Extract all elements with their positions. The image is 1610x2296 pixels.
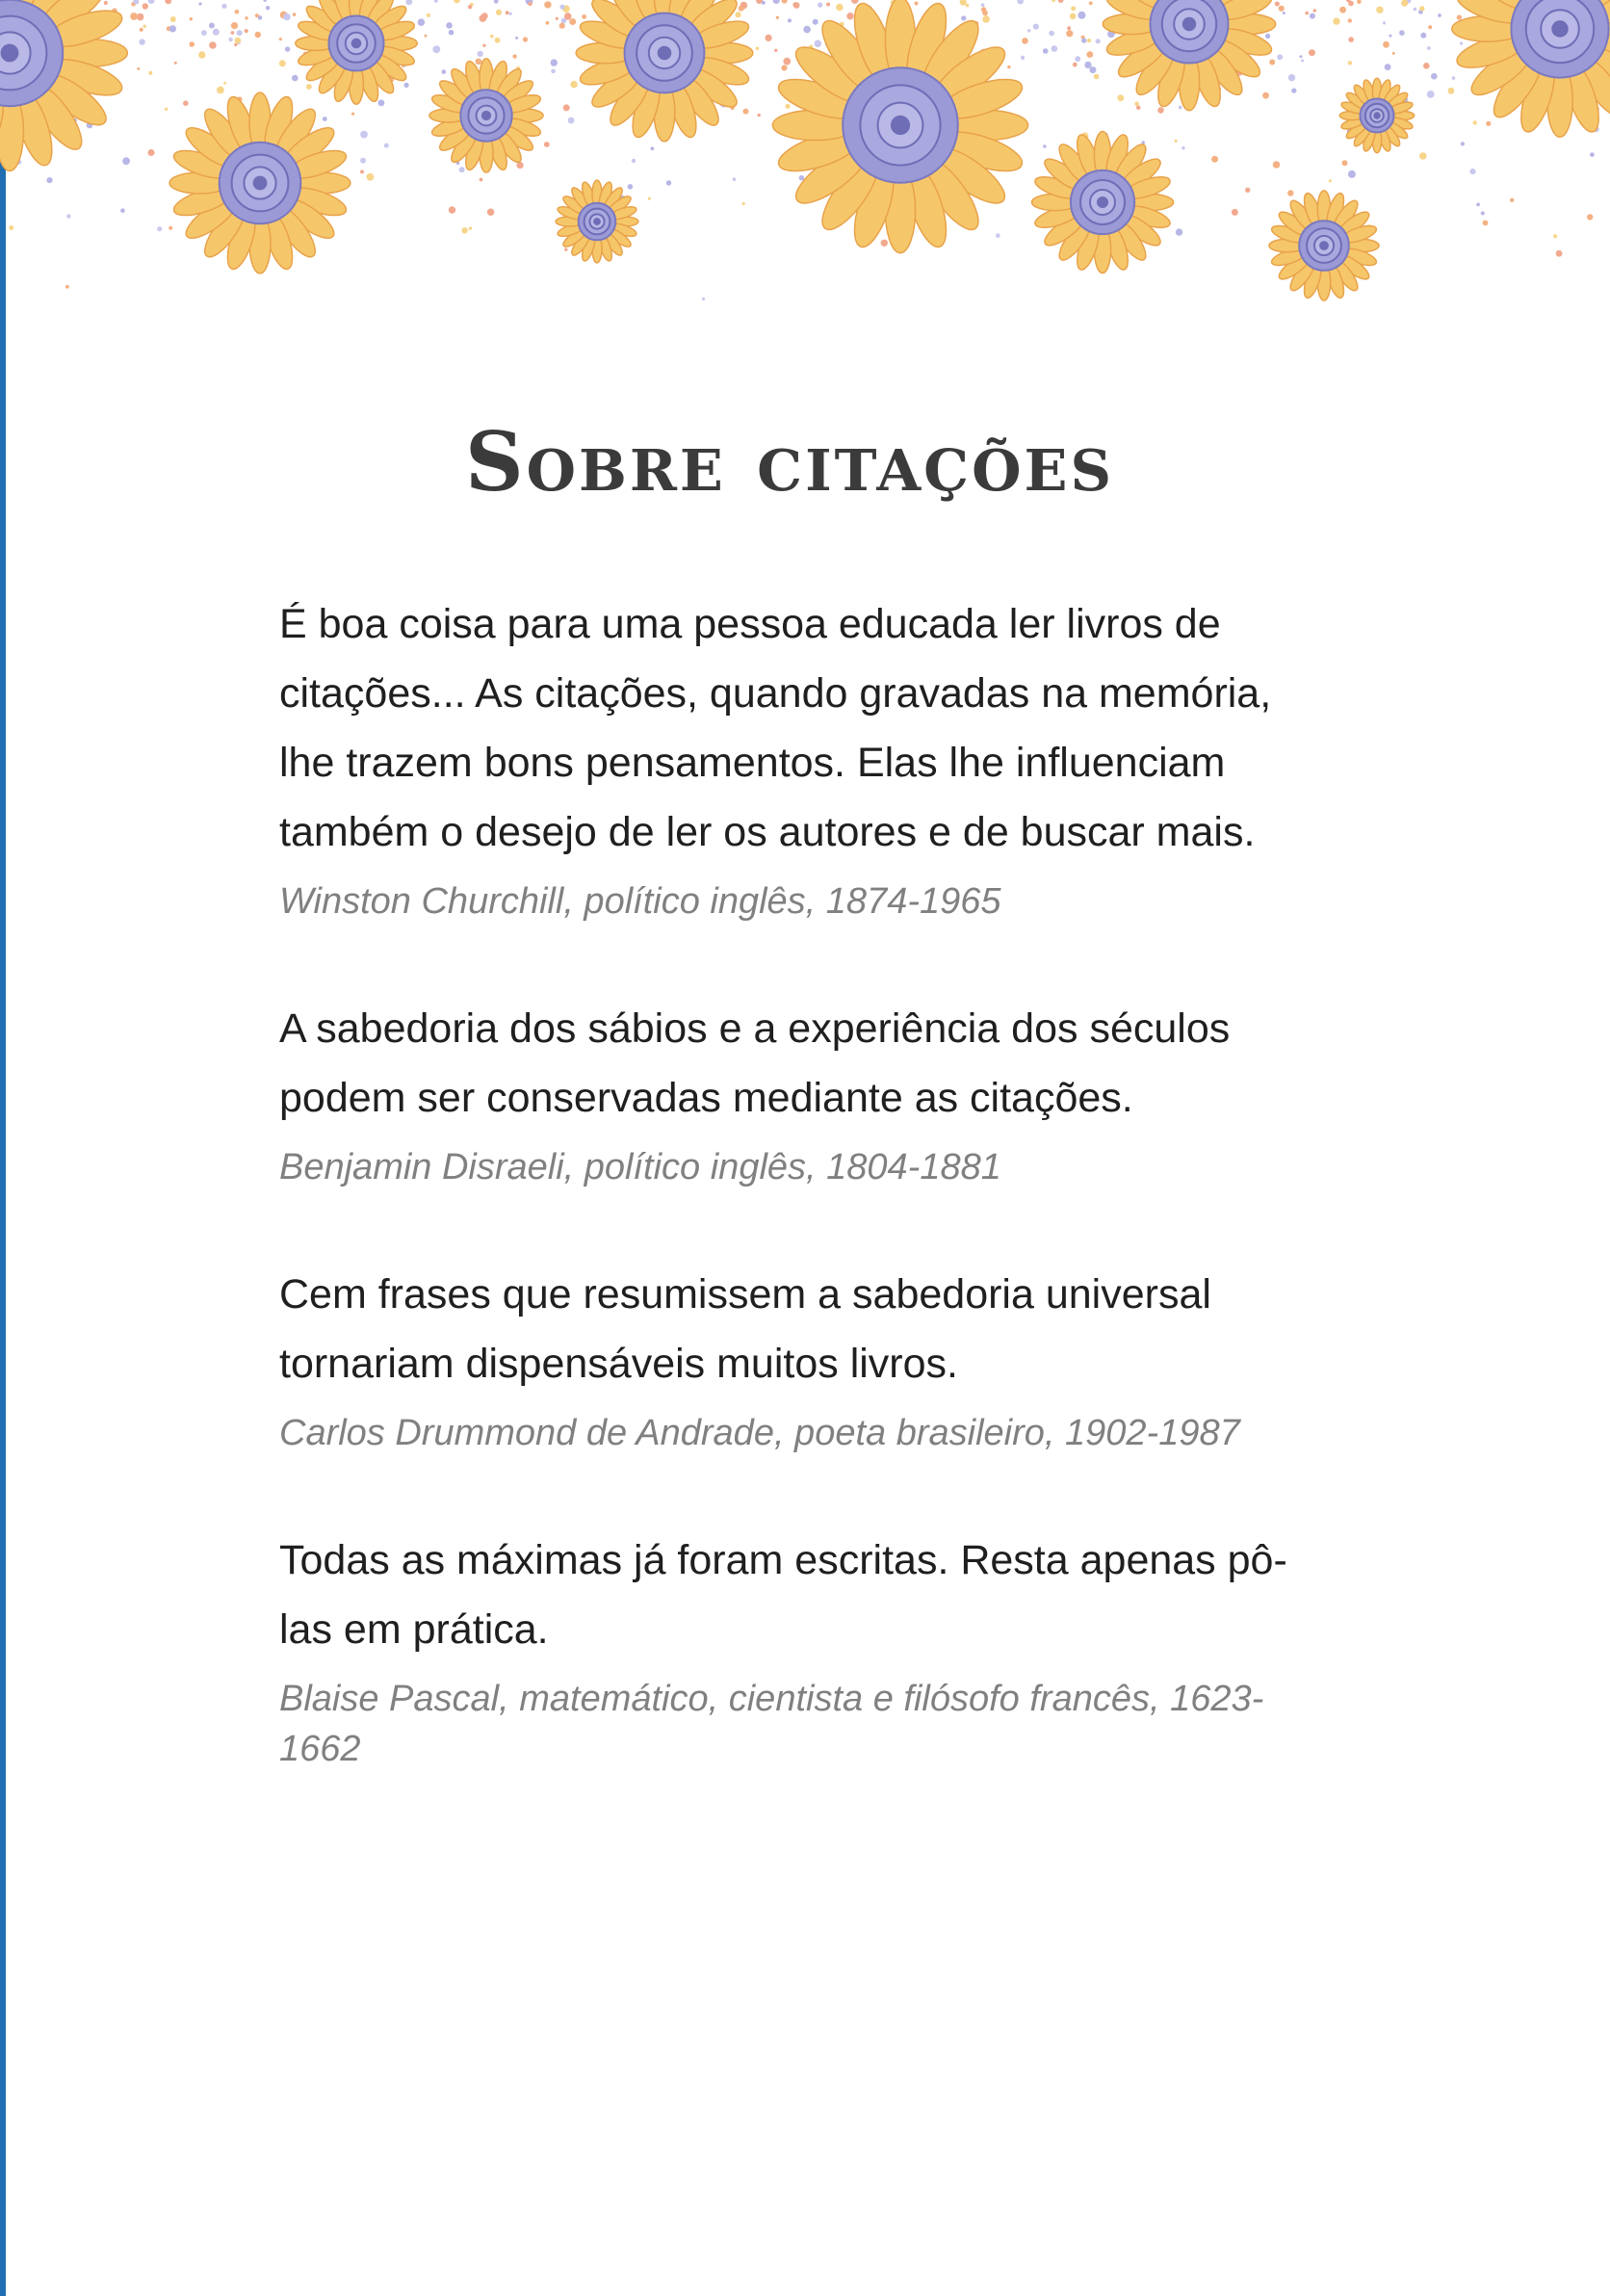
confetti-dot xyxy=(1590,152,1595,157)
confetti-dot xyxy=(1081,38,1086,42)
confetti-dot xyxy=(351,113,354,116)
confetti-dot xyxy=(148,0,155,4)
confetti-dot xyxy=(209,23,215,29)
confetti-dot xyxy=(559,5,564,10)
sunflower-icon xyxy=(429,59,543,172)
confetti-dot xyxy=(1300,55,1303,58)
confetti-dot xyxy=(1117,94,1124,101)
confetti-dot xyxy=(1283,12,1285,14)
confetti-dot xyxy=(148,149,155,156)
confetti-dot xyxy=(1182,146,1184,149)
confetti-dot xyxy=(851,0,859,4)
confetti-dot xyxy=(169,25,176,32)
confetti-dot xyxy=(1287,190,1293,196)
confetti-dot xyxy=(1049,31,1054,37)
confetti-dot xyxy=(1305,12,1309,15)
confetti-dot xyxy=(1553,234,1557,238)
confetti-dot xyxy=(512,54,516,58)
confetti-dot xyxy=(773,0,780,4)
confetti-dot xyxy=(231,31,235,35)
confetti-dot xyxy=(1176,228,1182,235)
confetti-dot xyxy=(1420,33,1426,39)
confetti-dot xyxy=(1452,76,1456,80)
confetti-dot xyxy=(1058,0,1064,3)
confetti-dot xyxy=(279,60,286,66)
confetti-dot xyxy=(1089,66,1096,73)
confetti-dot xyxy=(702,298,705,300)
confetti-dot xyxy=(418,18,426,26)
confetti-dot xyxy=(651,146,655,150)
confetti-dot xyxy=(915,2,919,6)
confetti-dot xyxy=(1033,24,1039,30)
confetti-dot xyxy=(1481,211,1485,215)
sunflower-icon xyxy=(0,0,127,170)
confetti-dot xyxy=(762,1,766,5)
confetti-dot xyxy=(1265,34,1270,39)
confetti-dot xyxy=(235,10,240,14)
confetti-dot xyxy=(139,39,144,44)
confetti-dot xyxy=(766,35,772,41)
confetti-dot xyxy=(425,35,428,38)
confetti-dot xyxy=(143,25,145,28)
confetti-dot xyxy=(1086,51,1093,58)
confetti-dot xyxy=(1073,63,1078,67)
confetti-dot xyxy=(781,65,787,70)
confetti-dot xyxy=(776,16,779,19)
confetti-dot xyxy=(1022,38,1028,44)
confetti-dot xyxy=(793,2,800,9)
confetti-dot xyxy=(360,131,368,139)
confetti-dot xyxy=(1275,2,1280,7)
confetti-dot xyxy=(1392,52,1395,55)
confetti-dot xyxy=(442,69,447,74)
confetti-dot xyxy=(174,62,177,65)
confetti-dot xyxy=(739,6,744,12)
confetti-dot xyxy=(490,35,494,39)
confetti-dot xyxy=(1486,121,1491,126)
confetti-dot xyxy=(234,43,237,46)
sunflower-icon xyxy=(1452,0,1610,137)
confetti-dot xyxy=(404,83,409,88)
confetti-dot xyxy=(568,117,575,124)
quote-author: Benjamin Disraeli, político inglês, 1804-1881 xyxy=(279,1147,1001,1187)
confetti-dot xyxy=(1007,65,1010,68)
sunflower-icon xyxy=(1339,78,1414,152)
confetti-dot xyxy=(478,51,483,57)
sunflower-banner xyxy=(0,0,1610,327)
confetti-dot xyxy=(981,3,985,7)
confetti-dot xyxy=(487,209,494,216)
confetti-dot xyxy=(235,38,242,44)
confetti-dot xyxy=(582,14,586,19)
confetti-dot xyxy=(1094,74,1100,80)
confetti-dot xyxy=(1427,46,1431,50)
confetti-dot xyxy=(735,12,740,17)
confetti-dot xyxy=(1043,48,1049,54)
confetti-dot xyxy=(1357,0,1362,4)
confetti-dot xyxy=(120,208,125,213)
sunflower-icon xyxy=(1103,0,1275,111)
confetti-dot xyxy=(1348,170,1356,178)
confetti-dot xyxy=(561,18,567,24)
confetti-dot xyxy=(1052,45,1058,52)
confetti-dot xyxy=(434,0,438,3)
confetti-dot xyxy=(881,240,888,247)
confetti-dot xyxy=(190,17,193,20)
confetti-dot xyxy=(1414,8,1417,12)
confetti-dot xyxy=(360,158,366,164)
confetti-dot xyxy=(217,87,224,94)
confetti-dot xyxy=(367,173,375,181)
confetti-dot xyxy=(742,202,745,205)
confetti-dot xyxy=(104,1,108,5)
confetti-dot xyxy=(1457,14,1462,19)
confetti-dot xyxy=(1157,107,1164,114)
confetti-dot xyxy=(1309,49,1315,56)
confetti-dot xyxy=(836,4,843,11)
confetti-dot xyxy=(495,38,501,43)
confetti-dot xyxy=(213,29,220,36)
confetti-dot xyxy=(1232,209,1238,216)
confetti-dot xyxy=(1333,17,1339,24)
confetti-dot xyxy=(1089,1,1093,5)
confetti-dot xyxy=(1348,18,1352,22)
quote-text: É boa coisa para uma pessoa educada ler livros de citações... As citações, quando gravadas na memória, lhe trazem bons pensamentos. Elas lhe influenciam também o desejo de ler os autores e de buscar mais. xyxy=(279,601,1272,855)
confetti-dot xyxy=(1376,7,1383,13)
confetti-dot xyxy=(228,38,232,41)
confetti-dot xyxy=(1075,56,1080,62)
confetti-dot xyxy=(544,1,551,8)
confetti-dot xyxy=(323,117,327,121)
confetti-dot xyxy=(198,2,201,5)
confetti-dot xyxy=(170,16,176,22)
confetti-dot xyxy=(1383,41,1389,48)
confetti-dot xyxy=(1473,120,1477,124)
confetti-dot xyxy=(1066,30,1073,37)
confetti-dot xyxy=(201,30,207,36)
confetti-dot xyxy=(480,178,483,182)
confetti-dot xyxy=(143,3,148,9)
confetti-dot xyxy=(1310,13,1315,19)
confetti-dot xyxy=(523,37,528,41)
confetti-dot xyxy=(1084,62,1091,68)
confetti-dot xyxy=(1348,37,1354,42)
confetti-dot xyxy=(231,22,238,29)
confetti-dot xyxy=(245,29,248,33)
confetti-dot xyxy=(459,167,465,172)
confetti-dot xyxy=(9,225,13,230)
confetti-dot xyxy=(1134,102,1139,107)
confetti-dot xyxy=(551,59,558,65)
confetti-dot xyxy=(1288,74,1295,81)
confetti-dot xyxy=(509,13,512,15)
confetti-dot xyxy=(1339,7,1346,13)
confetti-dot xyxy=(183,100,189,106)
confetti-dot xyxy=(454,0,460,3)
confetti-dot xyxy=(66,214,70,218)
confetti-dot xyxy=(65,285,69,289)
confetti-dot xyxy=(468,5,472,9)
confetti-dot xyxy=(264,0,267,2)
confetti-dot xyxy=(245,16,247,19)
confetti-dot xyxy=(449,206,455,213)
confetti-dot xyxy=(570,81,577,88)
confetti-dot xyxy=(169,226,172,230)
confetti-dot xyxy=(1461,142,1465,145)
confetti-dot xyxy=(1175,140,1178,143)
confetti-dot xyxy=(1070,13,1077,19)
confetti-dot xyxy=(1469,169,1475,174)
confetti-dot xyxy=(733,177,737,181)
confetti-dot xyxy=(189,41,195,47)
confetti-dot xyxy=(469,226,472,229)
confetti-dot xyxy=(266,6,270,10)
sunflower-icon xyxy=(576,0,753,142)
confetti-dot xyxy=(982,15,990,23)
confetti-dot xyxy=(306,84,312,90)
confetti-dot xyxy=(405,0,412,5)
confetti-dot xyxy=(46,177,52,183)
confetti-dot xyxy=(528,2,532,6)
quote-text: Cem frases que resumissem a sabedoria universal tornariam dispensáveis muitos livros. xyxy=(279,1271,1211,1387)
page-title: Sobre citações xyxy=(464,414,1115,509)
sunflower-icon xyxy=(1269,191,1379,300)
confetti-dot xyxy=(1556,250,1563,257)
confetti-dot xyxy=(774,49,777,52)
confetti-dot xyxy=(223,82,226,85)
confetti-dot xyxy=(137,67,140,70)
quote-author: Carlos Drummond de Andrade, poeta brasileiro, 1902-1987 xyxy=(279,1413,1240,1453)
confetti-dot xyxy=(209,41,217,49)
confetti-dot xyxy=(1401,0,1408,7)
confetti-dot xyxy=(255,32,261,38)
confetti-dot xyxy=(1448,88,1455,94)
confetti-dot xyxy=(1017,0,1024,5)
confetti-dot xyxy=(1460,42,1463,45)
confetti-dot xyxy=(826,3,830,7)
confetti-dot xyxy=(1348,61,1352,65)
confetti-dot xyxy=(846,13,853,19)
confetti-dot xyxy=(165,0,171,4)
confetti-dot xyxy=(1399,30,1405,36)
confetti-dot xyxy=(1136,106,1141,111)
confetti-dot xyxy=(157,226,162,231)
confetti-dot xyxy=(1342,160,1348,166)
quote-item xyxy=(279,994,1338,1192)
confetti-dot xyxy=(563,104,570,111)
confetti-dot xyxy=(813,19,818,25)
sunflower-icon xyxy=(556,180,638,263)
confetti-dot xyxy=(1211,156,1218,163)
confetti-dot xyxy=(1427,91,1435,98)
confetti-dot xyxy=(556,17,558,20)
confetti-dot xyxy=(130,13,138,20)
confetti-dot xyxy=(818,3,822,8)
confetti-dot xyxy=(996,233,1000,238)
confetti-dot xyxy=(782,0,788,4)
confetti-dot xyxy=(1067,26,1071,30)
confetti-dot xyxy=(165,108,168,111)
confetti-dot xyxy=(1052,0,1055,2)
confetti-dot xyxy=(292,75,299,82)
confetti-dot xyxy=(1419,152,1427,160)
confetti-dot xyxy=(482,44,485,47)
quote-text: A sabedoria dos sábios e a experiência dos séculos podem ser conservadas mediante as citações. xyxy=(279,1005,1231,1121)
confetti-dot xyxy=(783,58,791,65)
confetti-dot xyxy=(360,170,364,173)
confetti-dot xyxy=(1483,221,1489,226)
confetti-dot xyxy=(559,23,565,29)
confetti-dot xyxy=(461,227,467,233)
confetti-dot xyxy=(966,4,970,8)
confetti-dot xyxy=(1431,73,1438,80)
quote-author: Winston Churchill, político inglês, 1874-1965 xyxy=(279,881,1001,922)
confetti-dot xyxy=(648,197,651,200)
confetti-dot xyxy=(982,11,988,16)
confetti-dot xyxy=(446,22,453,29)
confetti-dot xyxy=(476,59,482,65)
confetti-dot xyxy=(255,13,259,17)
confetti-dot xyxy=(148,71,152,75)
confetti-dot xyxy=(384,144,389,148)
confetti-dot xyxy=(564,248,567,251)
confetti-dot xyxy=(285,46,290,51)
confetti-dot xyxy=(756,47,760,51)
confetti-dot xyxy=(279,38,282,40)
confetti-dot xyxy=(1383,21,1386,24)
confetti-dot xyxy=(551,69,556,74)
confetti-dot xyxy=(758,114,761,117)
confetti-dot xyxy=(283,13,291,21)
confetti-dot xyxy=(1438,13,1441,17)
confetti-dot xyxy=(1096,39,1101,43)
confetti-dot xyxy=(815,40,822,48)
sunflower-icon xyxy=(1032,132,1174,274)
confetti-dot xyxy=(1277,54,1283,60)
confetti-dot xyxy=(1587,214,1593,220)
confetti-dot xyxy=(1313,9,1316,12)
confetti-dot xyxy=(788,18,792,22)
confetti-dot xyxy=(1423,63,1430,69)
confetti-dot xyxy=(569,18,576,25)
sunflower-illustration xyxy=(0,0,1610,327)
confetti-dot xyxy=(1419,6,1424,11)
confetti-dot xyxy=(496,10,502,15)
confetti-dot xyxy=(237,30,243,36)
confetti-dot xyxy=(666,180,671,185)
confetti-dot xyxy=(1087,39,1091,42)
confetti-dot xyxy=(1179,106,1182,110)
confetti-dot xyxy=(432,45,440,53)
confetti-dot xyxy=(1043,144,1046,147)
confetti-dot xyxy=(544,142,550,147)
sunflower-icon xyxy=(296,0,418,104)
confetti-dot xyxy=(1428,25,1432,29)
confetti-dot xyxy=(1301,60,1304,63)
quote-text: Todas as máximas já foram escritas. Resta apenas pô-las em prática. xyxy=(279,1537,1287,1653)
confetti-dot xyxy=(1071,6,1076,11)
confetti-dot xyxy=(494,0,499,4)
confetti-dot xyxy=(803,26,811,34)
confetti-dot xyxy=(221,4,226,9)
confetti-dot xyxy=(1262,92,1269,99)
confetti-dot xyxy=(1385,64,1391,70)
confetti-dot xyxy=(378,99,385,106)
confetti-dot xyxy=(122,157,130,165)
confetti-dot xyxy=(449,30,454,36)
confetti-dot xyxy=(293,13,297,16)
confetti-dot xyxy=(546,21,550,25)
sunflower-icon xyxy=(772,0,1027,253)
confetti-dot xyxy=(743,109,749,115)
page-edge-bar xyxy=(0,0,6,2296)
quote-list xyxy=(279,589,1338,1841)
confetti-dot xyxy=(799,175,804,180)
confetti-dot xyxy=(632,159,636,163)
confetti-dot xyxy=(1269,60,1275,65)
confetti-dot xyxy=(1389,35,1391,38)
quote-author: Blaise Pascal, matemático, cientista e filósofo francês, 1623-1662 xyxy=(279,1679,1264,1769)
confetti-dot xyxy=(1078,12,1085,19)
confetti-dot xyxy=(1510,198,1514,202)
confetti-dot xyxy=(628,184,634,190)
quote-item xyxy=(279,1526,1338,1774)
confetti-dot xyxy=(481,13,488,19)
confetti-dot xyxy=(427,13,430,17)
confetti-dot xyxy=(1329,179,1332,182)
confetti-dot xyxy=(1476,203,1480,207)
confetti-dot xyxy=(198,51,205,58)
confetti-dot xyxy=(785,104,790,109)
confetti-dot xyxy=(1291,88,1296,92)
quote-item xyxy=(279,589,1338,926)
confetti-dot xyxy=(515,37,518,39)
confetti-dot xyxy=(1273,161,1281,169)
confetti-dot xyxy=(1021,56,1025,60)
confetti-dot xyxy=(1245,188,1250,193)
confetti-dot xyxy=(1027,29,1030,32)
confetti-dot xyxy=(506,11,509,14)
quote-item xyxy=(279,1260,1338,1458)
confetti-dot xyxy=(961,15,966,20)
confetti-dot xyxy=(140,28,143,32)
confetti-dot xyxy=(1279,6,1285,12)
confetti-dot xyxy=(960,0,967,6)
